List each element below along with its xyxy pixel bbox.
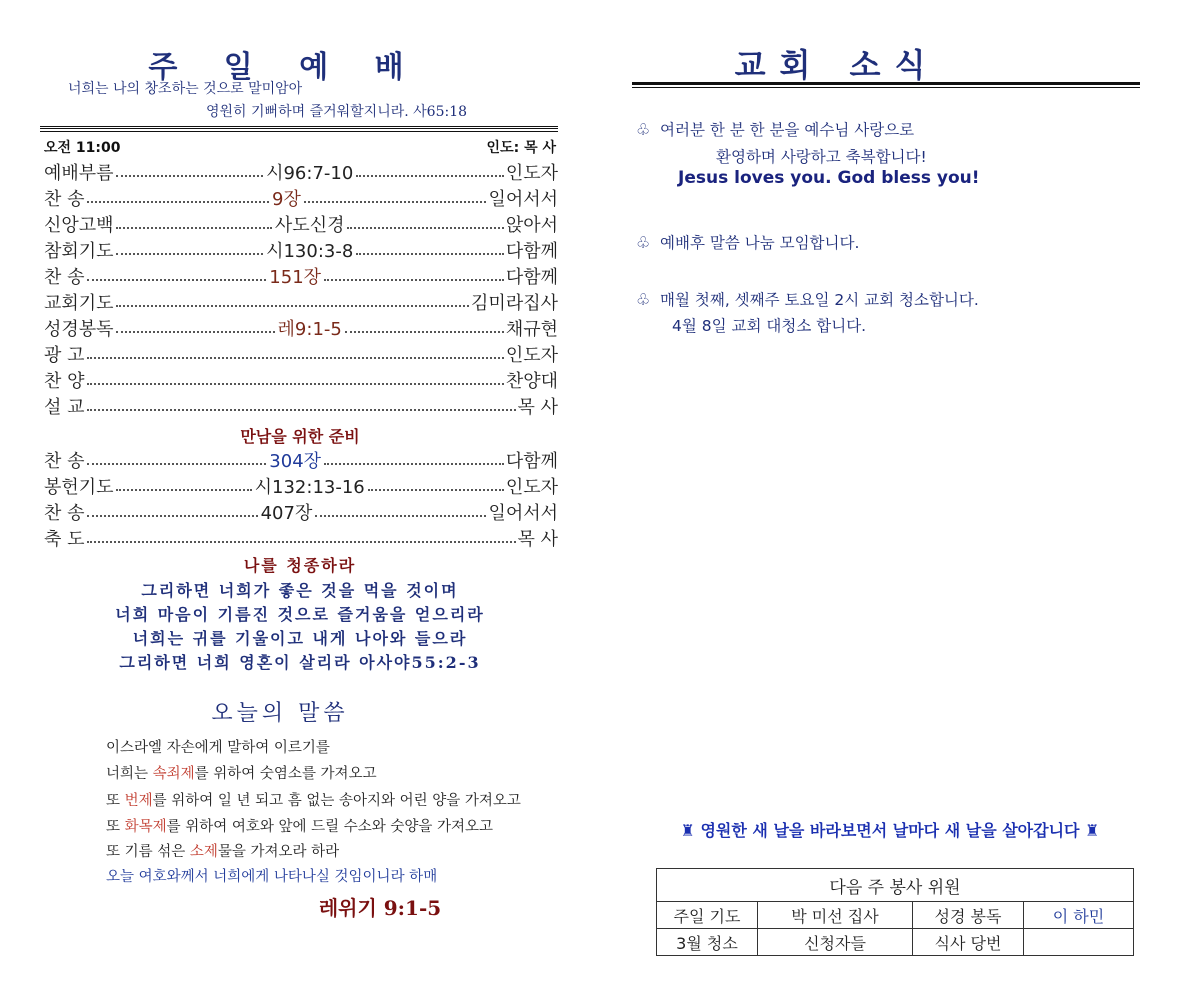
prep-section-title: 만남을 위한 준비	[240, 427, 360, 446]
clover-icon: ♧	[636, 120, 651, 139]
order-item-role: 다함께	[505, 241, 559, 262]
order-item-detail: 304장	[269, 451, 322, 472]
order-row	[44, 263, 558, 289]
order-item-name: 봉헌기도	[44, 477, 114, 498]
table-cell: 박 미선 집사	[758, 902, 913, 929]
highlight-term: 소제	[189, 844, 218, 860]
order-item-name: 설 교	[44, 397, 85, 418]
order-row	[44, 237, 558, 263]
order-row	[44, 289, 558, 315]
church-news-title: 교회 소식	[734, 46, 940, 84]
title-divider	[40, 126, 558, 132]
order-item-name: 찬 송	[44, 189, 85, 210]
news-item-bible-study: ♧ 예배후 말씀 나눔 모임합니다.	[636, 233, 860, 252]
order-item-detail: 151장	[269, 267, 322, 288]
table-cell: 성경 봉독	[913, 902, 1024, 929]
order-item-name: 찬 송	[44, 451, 85, 472]
order-row	[44, 159, 558, 185]
order-item-detail: 레9:1-5	[277, 319, 342, 340]
order-item-role: 목 사	[517, 397, 558, 418]
service-time: 오전 11:00	[44, 140, 121, 156]
table-cell: 주일 기도	[657, 902, 758, 929]
highlight-term: 번제	[124, 793, 153, 809]
scripture-reference: 레위기 9:1-5	[318, 896, 442, 920]
psalm-heading: 나를 청종하라	[243, 556, 357, 575]
psalm-line: 그리하면 너희 영혼이 살리라 아사야55:2-3	[119, 653, 481, 672]
scripture-line: 또 번제를 위하여 일 년 되고 흠 없는 송아지와 어린 양을 가져오고	[106, 793, 521, 809]
order-item-name: 교회기도	[44, 293, 114, 314]
news-item-welcome: ♧ 여러분 한 분 한 분을 예수님 사랑으로	[636, 120, 915, 139]
order-row	[44, 447, 558, 473]
order-item-role: 다함께	[505, 451, 559, 472]
order-item-name: 참회기도	[44, 241, 114, 262]
news-cleaning-line2: 4월 8일 교회 대청소 합니다.	[672, 317, 867, 335]
order-item-role: 일어서서	[488, 503, 558, 524]
church-motto: ♜ 영원한 새 날을 바라보면서 날마다 새 날을 살아갑니다 ♜	[680, 821, 1100, 840]
psalm-line: 너희 마음이 기름진 것으로 즐거움을 얻으리라	[115, 605, 485, 624]
table-header: 다음 주 봉사 위원	[657, 869, 1134, 902]
title-verse-line2: 영원히 기뻐하며 즐거워할지니라. 사65:18	[206, 104, 468, 120]
order-row	[44, 499, 558, 525]
order-item-role: 인도자	[505, 477, 559, 498]
order-item-role: 일어서서	[488, 189, 558, 210]
news-welcome-line2: 환영하며 사랑하고 축복합니다!	[716, 148, 927, 166]
order-row	[44, 393, 558, 419]
order-item-detail: 시96:7-10	[266, 163, 354, 184]
next-week-servers-table	[656, 868, 1134, 956]
highlight-term: 속죄제	[152, 766, 195, 782]
scripture-line: 또 기름 섞은 소제물을 가져오라 하라	[106, 844, 340, 860]
highlight-term: 화목제	[124, 819, 167, 835]
order-item-role: 인도자	[505, 163, 559, 184]
order-item-name: 찬 양	[44, 371, 85, 392]
news-item-cleaning: ♧ 매월 첫째, 셋째주 토요일 2시 교회 청소합니다.	[636, 290, 979, 309]
order-item-name: 축 도	[44, 529, 85, 550]
order-item-detail: 407장	[260, 503, 313, 524]
order-item-detail: 9장	[272, 189, 301, 210]
table-cell	[1024, 929, 1134, 956]
order-item-name: 신앙고백	[44, 215, 114, 236]
table-cell: 3월 청소	[657, 929, 758, 956]
order-item-role: 채규현	[505, 319, 559, 340]
order-row	[44, 315, 558, 341]
news-divider	[632, 82, 1140, 88]
order-item-role: 김미라집사	[471, 293, 558, 314]
order-row	[44, 341, 558, 367]
order-item-detail: 시132:13-16	[254, 477, 365, 498]
order-item-name: 찬 송	[44, 267, 85, 288]
today-word-title: 오늘의 말씀	[211, 701, 349, 726]
order-item-name: 성경봉독	[44, 319, 114, 340]
order-item-name: 광 고	[44, 345, 85, 366]
order-item-role: 앉아서	[505, 215, 559, 236]
order-item-name: 찬 송	[44, 503, 85, 524]
psalm-line: 너희는 귀를 기울이고 내게 나아와 들으라	[132, 629, 468, 648]
order-item-name: 예배부름	[44, 163, 114, 184]
service-time-row	[44, 137, 556, 157]
order-row	[44, 211, 558, 237]
scripture-line: 이스라엘 자손에게 말하여 이르기를	[106, 740, 330, 756]
order-item-detail: 시130:3-8	[266, 241, 354, 262]
table-cell: 이 하민	[1024, 902, 1134, 929]
order-item-role: 목 사	[517, 529, 558, 550]
news-welcome-english: Jesus loves you. God bless you!	[678, 168, 980, 188]
order-item-role: 인도자	[505, 345, 558, 366]
clover-icon: ♧	[636, 290, 651, 309]
order-row	[44, 185, 558, 211]
clover-icon: ♧	[636, 233, 651, 252]
scripture-line: 또 화목제를 위하여 여호와 앞에 드릴 수소와 숫양을 가져오고	[106, 819, 494, 835]
scripture-line: 오늘 여호와께서 너희에게 나타나실 것임이니라 하매	[106, 869, 438, 885]
order-row	[44, 473, 558, 499]
table-cell: 식사 당번	[913, 929, 1024, 956]
order-item-role: 다함께	[505, 267, 559, 288]
scripture-line: 너희는 속죄제를 위하여 숫염소를 가져오고	[106, 766, 377, 782]
table-row	[657, 929, 1134, 956]
table-header-row	[657, 869, 1134, 902]
order-row	[44, 525, 558, 551]
psalm-line: 그리하면 너희가 좋은 것을 먹을 것이며	[141, 581, 459, 600]
table-cell: 신청자들	[758, 929, 913, 956]
order-item-role: 찬양대	[505, 371, 558, 392]
order-item-detail: 사도신경	[274, 215, 345, 236]
title-verse-line1: 너희는 나의 창조하는 것으로 말미암아	[68, 81, 303, 97]
table-row	[657, 902, 1134, 929]
order-row	[44, 367, 558, 393]
service-leader: 인도: 목 사	[486, 140, 556, 156]
worship-title: 주 일 예 배	[148, 50, 422, 85]
